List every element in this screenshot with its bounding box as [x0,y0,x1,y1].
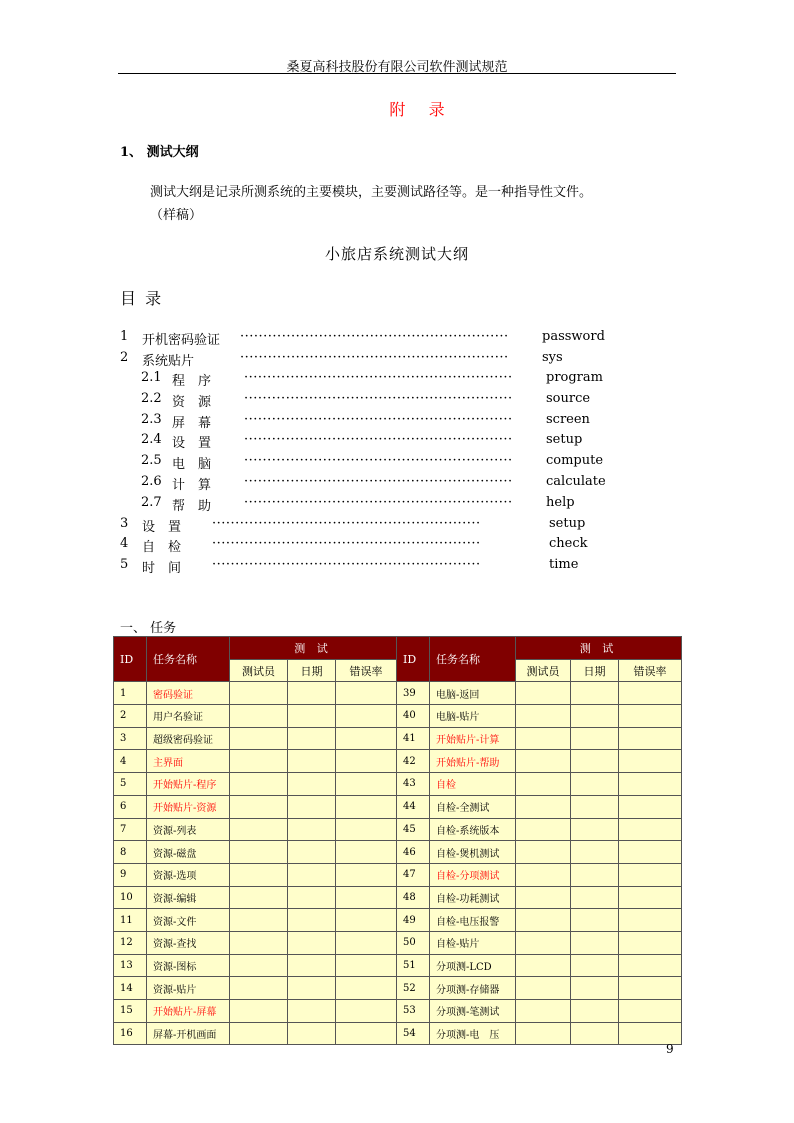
task-id-cell: 14 [114,977,147,1000]
task-table [113,636,682,1045]
task-id-cell: 53 [397,1000,430,1023]
error-rate-cell [619,954,682,977]
date-cell [288,977,336,1000]
date-cell [571,1000,619,1023]
task-name-cell: 密码验证 [147,682,230,705]
tester-cell [516,863,571,886]
toc-item-number: 2.1 [141,370,162,385]
table-row [114,863,682,886]
date-cell [288,841,336,864]
error-rate-cell [336,954,397,977]
task-id-cell: 46 [397,841,430,864]
error-rate-cell [336,705,397,728]
table-row [114,909,682,932]
error-rate-cell [619,682,682,705]
table-row [114,841,682,864]
task-id-cell: 44 [397,795,430,818]
error-rate-header: 错误率 [619,659,682,682]
task-name-cell: 资源-磁盘 [147,841,230,864]
task-name-cell: 电脑-返回 [430,682,516,705]
table-row [114,1000,682,1023]
task-name-cell: 开始贴片-计算 [430,727,516,750]
error-rate-cell [336,1000,397,1023]
error-rate-cell [619,909,682,932]
toc-item-label: 设 置 [142,520,182,535]
tester-cell [230,682,288,705]
page-header-title: 桑夏高科技股份有限公司软件测试规范 [286,60,508,75]
toc-item [0,557,794,577]
error-rate-cell [336,977,397,1000]
date-cell [288,705,336,728]
date-cell [571,931,619,954]
toc-item-label: 开机密码验证 [142,333,221,348]
toc-item-label: 系统贴片 [142,354,195,369]
toc-item-code: time [549,557,579,572]
tester-cell [516,750,571,773]
task-id-cell: 13 [114,954,147,977]
table-row [114,705,682,728]
tester-cell [230,886,288,909]
toc-item [0,516,794,536]
date-cell [571,841,619,864]
task-id-cell: 4 [114,750,147,773]
task-name-cell: 分项测-存储器 [430,977,516,1000]
appendix-title: 附 录 [389,100,447,119]
toc-item-label: 程 序 [172,374,212,389]
error-rate-cell [619,886,682,909]
task-name-cell: 自检-分项测试 [430,863,516,886]
toc-leader-dots: ·························································· [244,391,513,406]
tester-cell [516,795,571,818]
error-rate-cell [336,1022,397,1045]
date-cell [571,773,619,796]
toc-item-number: 1 [120,329,129,344]
error-rate-header: 错误率 [336,659,397,682]
date-cell [571,863,619,886]
task-id-cell: 8 [114,841,147,864]
date-cell [571,795,619,818]
toc-leader-dots: ·························································· [212,557,481,572]
task-id-cell: 6 [114,795,147,818]
toc-item [0,474,794,494]
date-cell [571,909,619,932]
task-id-cell: 54 [397,1022,430,1045]
task-name-cell: 自检-煲机测试 [430,841,516,864]
toc-item-code: sys [542,350,563,365]
task-name-cell: 开始贴片-帮助 [430,750,516,773]
tester-cell [516,1022,571,1045]
task-id-cell: 1 [114,682,147,705]
date-cell [288,818,336,841]
task-name-cell: 自检-系统版本 [430,818,516,841]
task-name-cell: 资源-编辑 [147,886,230,909]
error-rate-cell [336,795,397,818]
toc-item-label: 电 脑 [172,457,212,472]
error-rate-cell [619,705,682,728]
toc-item-number: 2.4 [141,432,162,447]
task-name-cell: 自检-电压报警 [430,909,516,932]
section-heading: 1、 测试大纲 [120,145,199,160]
tasks-heading: 一、 任务 [120,621,177,636]
toc-item-number: 2.2 [141,391,162,406]
id-header: ID [114,637,147,682]
error-rate-cell [336,682,397,705]
tester-cell [230,818,288,841]
toc-item-number: 2.5 [141,453,162,468]
date-cell [571,818,619,841]
toc-leader-dots: ·························································· [212,536,481,551]
date-cell [288,1022,336,1045]
table-row [114,977,682,1000]
toc-item-code: program [546,370,603,385]
task-id-cell: 2 [114,705,147,728]
error-rate-cell [619,795,682,818]
date-cell [571,954,619,977]
date-cell [288,1000,336,1023]
task-name-cell: 自检-贴片 [430,931,516,954]
tester-cell [516,909,571,932]
task-id-cell: 42 [397,750,430,773]
toc-item [0,370,794,390]
task-name-cell: 开始贴片-资源 [147,795,230,818]
toc-leader-dots: ·························································· [244,495,513,510]
test-group-header: 测 试 [230,637,397,660]
task-name-cell: 超级密码验证 [147,727,230,750]
task-id-cell: 39 [397,682,430,705]
task-name-cell: 自检-全测试 [430,795,516,818]
page-number: 9 [666,1042,674,1056]
error-rate-cell [619,1000,682,1023]
error-rate-cell [336,818,397,841]
tester-cell [230,795,288,818]
error-rate-cell [619,841,682,864]
toc-item [0,350,794,370]
date-cell [571,1022,619,1045]
task-name-cell: 资源-列表 [147,818,230,841]
task-id-cell: 50 [397,931,430,954]
toc-leader-dots: ·························································· [244,474,513,489]
toc-item [0,391,794,411]
tester-cell [516,773,571,796]
task-name-cell: 分项测-笔测试 [430,1000,516,1023]
date-cell [288,750,336,773]
error-rate-cell [619,977,682,1000]
task-name-cell: 开始贴片-程序 [147,773,230,796]
toc-item-label: 资 源 [172,395,212,410]
header-divider [118,73,676,74]
table-row [114,1022,682,1045]
toc-leader-dots: ·························································· [240,329,509,344]
date-cell [571,705,619,728]
error-rate-cell [336,909,397,932]
toc-item-label: 设 置 [172,436,212,451]
task-name-cell: 主界面 [147,750,230,773]
task-id-cell: 41 [397,727,430,750]
tester-cell [230,977,288,1000]
date-cell [571,727,619,750]
task-name-cell: 资源-贴片 [147,977,230,1000]
task-name-cell: 资源-查找 [147,931,230,954]
toc-item-code: screen [546,412,590,427]
table-row [114,818,682,841]
test-group-header: 测 试 [516,637,682,660]
toc-leader-dots: ·························································· [244,412,513,427]
tester-cell [230,750,288,773]
error-rate-cell [336,727,397,750]
tester-cell [516,886,571,909]
toc-item [0,432,794,452]
task-id-cell: 3 [114,727,147,750]
tester-header: 测试员 [516,659,571,682]
task-name-cell: 开始贴片-屏幕 [147,1000,230,1023]
tester-cell [516,1000,571,1023]
task-id-cell: 7 [114,818,147,841]
task-name-cell: 屏幕-开机画面 [147,1022,230,1045]
date-cell [288,954,336,977]
toc-item-label: 计 算 [172,478,212,493]
toc-leader-dots: ·························································· [244,370,513,385]
date-cell [288,886,336,909]
date-cell [571,682,619,705]
error-rate-cell [336,931,397,954]
date-cell [571,750,619,773]
toc-item-number: 2.3 [141,412,162,427]
error-rate-cell [619,773,682,796]
date-cell [288,931,336,954]
task-name-cell: 资源-图标 [147,954,230,977]
error-rate-cell [619,727,682,750]
task-name-cell: 资源-选项 [147,863,230,886]
task-id-cell: 51 [397,954,430,977]
date-cell [288,863,336,886]
task-id-cell: 52 [397,977,430,1000]
task-id-cell: 48 [397,886,430,909]
task-name-cell: 自检 [430,773,516,796]
toc-item [0,536,794,556]
error-rate-cell [336,750,397,773]
table-row [114,773,682,796]
toc-heading: 目 录 [120,289,164,308]
toc-item [0,453,794,473]
toc-leader-dots: ·························································· [244,453,513,468]
tester-cell [230,1022,288,1045]
table-row [114,682,682,705]
toc-item-label: 时 间 [142,561,182,576]
task-id-cell: 45 [397,818,430,841]
tester-cell [516,705,571,728]
toc-item-code: setup [549,516,586,531]
error-rate-cell [336,773,397,796]
date-cell [288,682,336,705]
tester-cell [516,977,571,1000]
date-cell [288,795,336,818]
toc-item-label: 帮 助 [172,499,212,514]
tester-cell [516,682,571,705]
task-name-cell: 分项测-电 压 [430,1022,516,1045]
date-cell [288,909,336,932]
toc-item-number: 2.6 [141,474,162,489]
task-id-cell: 47 [397,863,430,886]
toc-item-code: help [546,495,575,510]
error-rate-cell [336,863,397,886]
task-name-cell: 分项测-LCD [430,954,516,977]
toc-item-code: setup [546,432,583,447]
toc-item-code: compute [546,453,604,468]
task-name-cell: 自检-功耗测试 [430,886,516,909]
id-header: ID [397,637,430,682]
task-id-cell: 11 [114,909,147,932]
table-row [114,954,682,977]
toc-item-number: 4 [120,536,129,551]
tester-cell [516,727,571,750]
tester-cell [230,773,288,796]
toc-leader-dots: ·························································· [244,432,513,447]
tester-cell [230,954,288,977]
tester-cell [516,954,571,977]
task-name-cell: 资源-文件 [147,909,230,932]
toc-item-code: check [549,536,588,551]
toc-item [0,495,794,515]
toc-item-number: 2 [120,350,129,365]
tester-cell [230,727,288,750]
date-cell [571,977,619,1000]
task-name-header: 任务名称 [147,637,230,682]
tester-cell [516,818,571,841]
tester-cell [230,909,288,932]
task-id-cell: 15 [114,1000,147,1023]
task-id-cell: 40 [397,705,430,728]
date-header: 日期 [288,659,336,682]
error-rate-cell [336,886,397,909]
error-rate-cell [619,750,682,773]
table-row [114,750,682,773]
table-row [114,931,682,954]
toc-leader-dots: ·························································· [240,350,509,365]
toc-item-label: 屏 幕 [172,416,212,431]
tester-cell [230,931,288,954]
error-rate-cell [619,931,682,954]
outline-title: 小旅店系统测试大纲 [324,245,469,263]
toc-item [0,412,794,432]
tester-cell [516,931,571,954]
tester-header: 测试员 [230,659,288,682]
toc-item-number: 3 [120,516,129,531]
task-id-cell: 10 [114,886,147,909]
task-id-cell: 5 [114,773,147,796]
tester-cell [516,841,571,864]
task-id-cell: 49 [397,909,430,932]
toc-leader-dots: ·························································· [212,516,481,531]
task-name-header: 任务名称 [430,637,516,682]
intro-text: 测试大纲是记录所测系统的主要模块，主要测试路径等。是一种指导性文件。 [150,185,593,200]
task-id-cell: 12 [114,931,147,954]
toc-item-label: 自 检 [142,540,182,555]
tester-cell [230,705,288,728]
intro-note: （样稿） [150,208,203,223]
toc-item-code: password [542,329,605,344]
table-row [114,795,682,818]
date-cell [288,773,336,796]
error-rate-cell [336,841,397,864]
toc-item-number: 5 [120,557,129,572]
task-id-cell: 16 [114,1022,147,1045]
date-cell [571,886,619,909]
toc-item [0,329,794,349]
tester-cell [230,841,288,864]
table-row [114,886,682,909]
error-rate-cell [619,863,682,886]
tester-cell [230,863,288,886]
table-row [114,727,682,750]
task-id-cell: 43 [397,773,430,796]
toc-item-number: 2.7 [141,495,162,510]
date-header: 日期 [571,659,619,682]
toc-item-code: source [546,391,591,406]
task-name-cell: 用户名验证 [147,705,230,728]
toc-item-code: calculate [546,474,606,489]
task-name-cell: 电脑-贴片 [430,705,516,728]
tester-cell [230,1000,288,1023]
task-id-cell: 9 [114,863,147,886]
date-cell [288,727,336,750]
error-rate-cell [619,818,682,841]
